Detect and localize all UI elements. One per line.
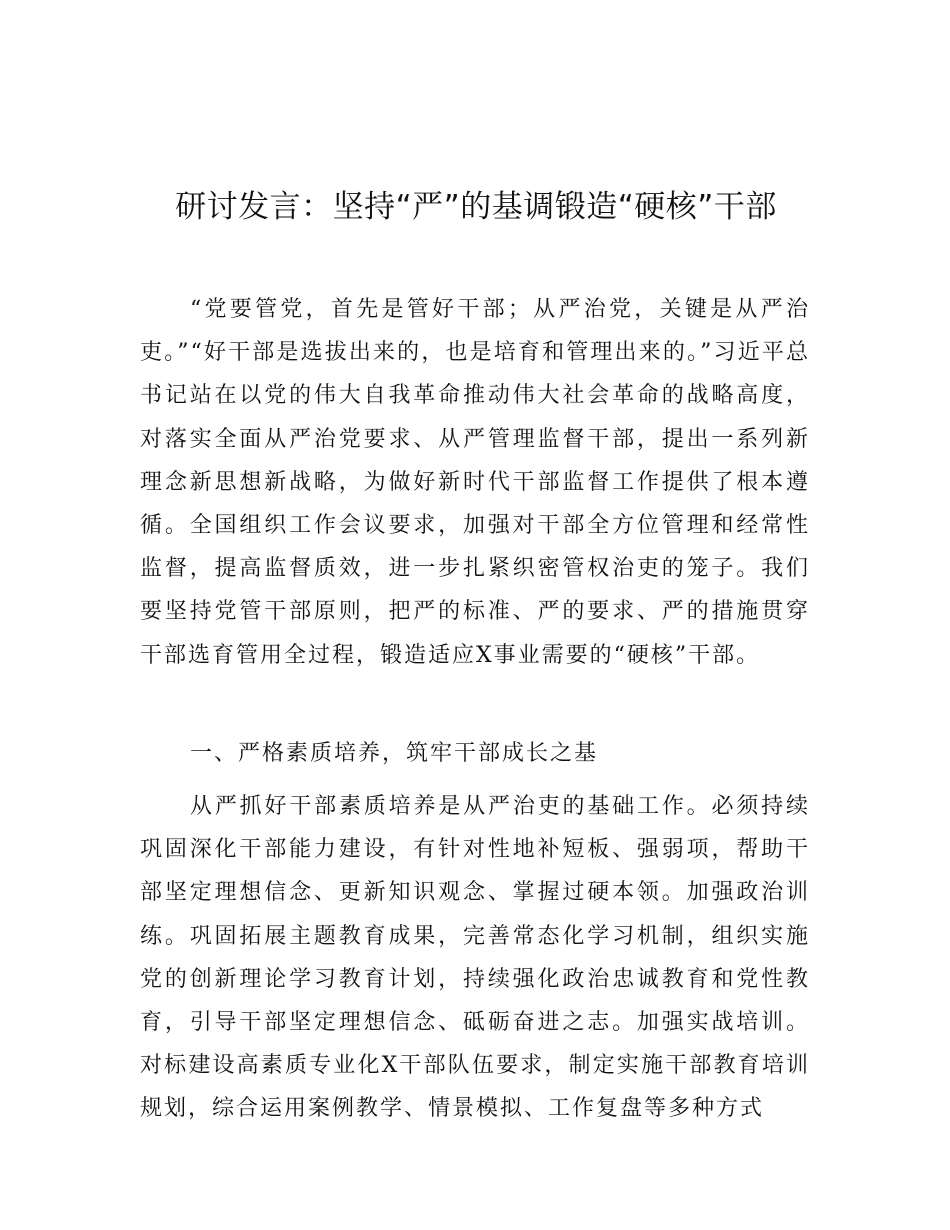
document-title: 研讨发言：坚持“严”的基调锻造“硬核”干部 <box>175 188 777 225</box>
intro-paragraph: “党要管党，首先是管好干部；从严治党，关键是从严治吏。”“好干部是选拔出来的，也是培育和管理出来的。”习近平总书记站在以党的伟大自我革命推动伟大社会革命的战略高度，对落实全面从严治党要求、从严管理监督干部，提出一系列新理念新思想新战略，为做好新时代干部监督工作提供了根本遵循。全国组织工作会议要求，加强对干部全方位管理和经常性监督，提高监督质效，进一步扎紧织密管权治吏的笼子。我们要坚持党管干部原则，把严的标准、严的要求、严的措施贯穿干部选育管用全过程，锻造适应X事业需要的“硬核”干部。 <box>140 297 810 668</box>
section-paragraph: 从严抓好干部素质培养是从严治吏的基础工作。必须持续巩固深化干部能力建设，有针对性地补短板、强弱项，帮助干部坚定理想信念、更新知识观念、掌握过硬本领。加强政治训练。巩固拓展主题教育成果，完善常态化学习机制，组织实施党的创新理论学习教育计划，持续强化政治忠诚教育和党性教育，引导干部坚定理想信念、砥砺奋进之志。加强实战培训。对标建设高素质专业化X干部队伍要求，制定实施干部教育培训规划，综合运用案例教学、情景模拟、工作复盘等多种方式 <box>140 794 810 1122</box>
section-heading: 一、严格素质培养，筑牢干部成长之基 <box>190 741 599 766</box>
